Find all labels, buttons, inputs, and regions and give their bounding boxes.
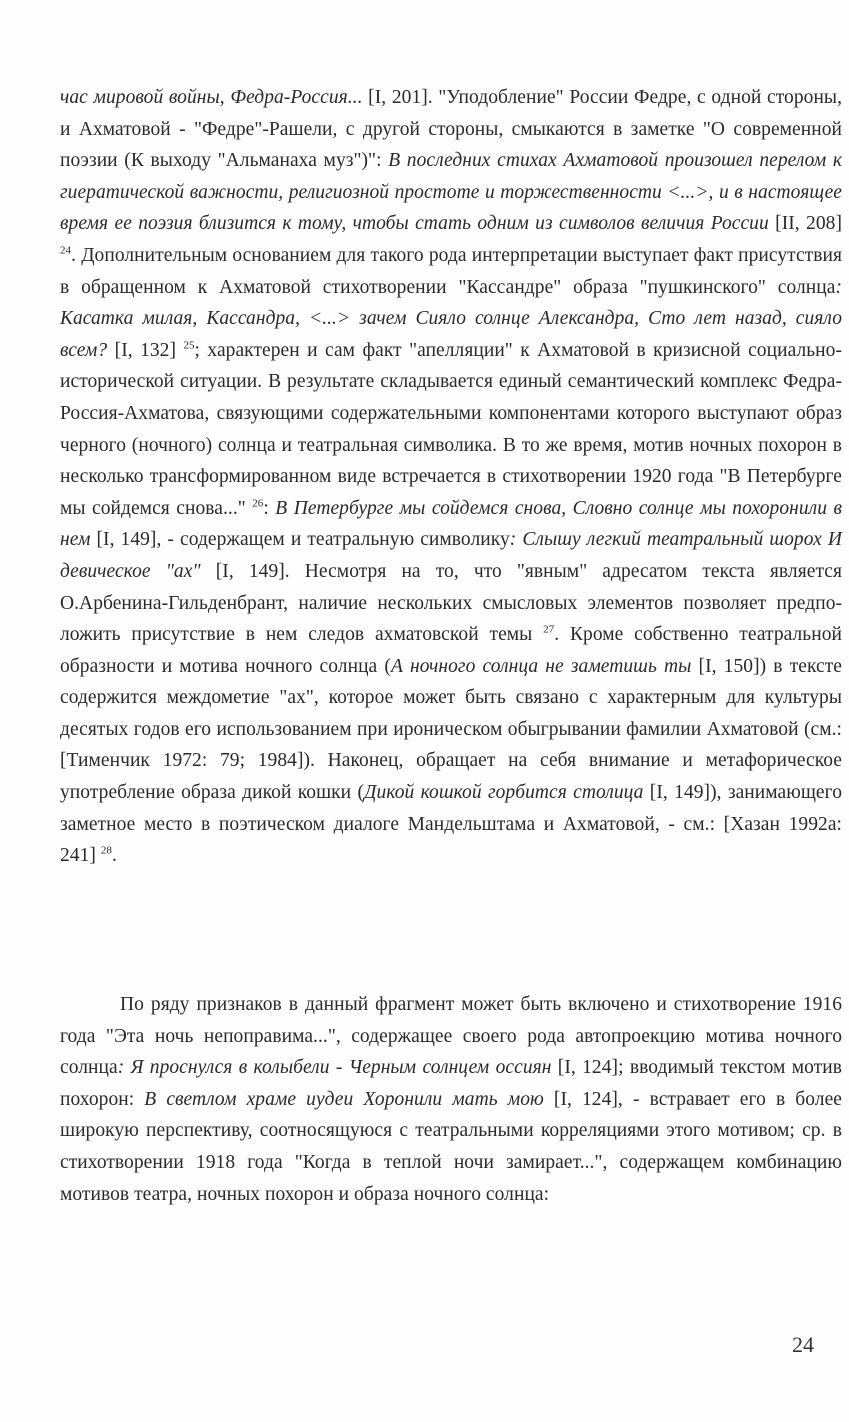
footnote-marker: 28 [100,844,112,857]
text-run: . Дополнительным основанием для такого рода интерпретации выступает факт присутствия в обращенном к Ахматовой стихотворении "Кассандре" образа "пушкинского" солнца [60,244,842,298]
footnote-marker: 26 [252,497,264,510]
text-run: [I, 124]; вводимый текстом мотив похорон: [60,1057,842,1110]
page-number: 24 [792,1332,814,1357]
text-run: [I, 132] [107,339,184,361]
footnote-marker: 24 [60,244,72,257]
text-run: : [263,497,276,519]
body-paragraph-2 [60,989,842,1210]
quote-italic: В последних стихах Ахматовой произошел перелом к гиератической важности, религиозной простоте и торжественности <...>, и в настоящее время ее поэзия близится к тому, чтобы стать одним из символов величия России [60,150,843,235]
text-run: [I, 150]) в тексте содержится междометие "ах", которое может быть связано с характерным для культуры десятых годов его использованием при ироническом обыгрывании фамилии Ахматовой (см.: [Тименчик 1972: 79; 1984]). Наконец, обращает на себя внимание и метафорическое употребление образа дикой кошки ( [60,655,842,804]
quote-italic: : Касатка милая, Кассандра, <...> зачем Сияло солнце Александра, Сто лет назад, сияло всем? [60,276,842,361]
text-run: [II, 208] [768,213,842,235]
text-run: [I, 149], - содержащем и театральную символику [90,529,510,551]
quote-italic: Дикой кошкой горбится столица [364,782,644,804]
text-run: По ряду признаков в данный фрагмент может быть включено и стихотворение 1916 года "Эта ночь непоправима...", содержащее своего рода автопроекцию мотива ночного солнца [60,994,842,1079]
text-run: [I, 149]), занимающего заметное место в поэтическом диалоге Мандельштама и Ахматовой, - см.: [Хазан 1992а: 241] [60,782,842,867]
body-paragraph-1 [60,82,842,872]
quote-italic: : Слышу легкий театральный шорох И девическое "ах" [60,529,842,582]
text-run: [I, 124], - встравает его в более широкую перспективу, соотносящуюся с театральными корреляциями этого мотивом; ср. в стихотворении 1918 года "Когда в теплой ночи замирает...", содержащем комбинацию мотивов театра, ночных похорон и образа ночного солнца: [60,1088,842,1205]
footnote-marker: 27 [543,623,555,636]
text-run: ; характерен и сам факт "апелляции" к Ахматовой в кризисной социально-исторической ситуации. В результате складывается единый семантический комплекс Федра-Россия-Ахматова, связующими содержательными компонентами которого выступают образ черного (ночного) солнца и театральная символика. В то же время, мотив ночных похорон в несколько трансформированном виде встречается в стихотворении 1920 года "В Петербурге мы сойдемся снова..." [60,339,843,519]
quote-italic: А ночного солнца не заметишь ты [390,655,692,677]
text-run: . [111,845,117,867]
quote-italic: В светлом храме иудеи Хоронили мать мою [144,1088,544,1110]
text-run: . Кроме собственно театральной образности и мотива ночного солнца ( [60,624,842,677]
quote-italic: : Я проснулся в колыбели - Черным солнцем оссиян [117,1057,552,1079]
quote-italic: В Петербурге мы сойдемся снова, Словно солнце мы похоронили в нем [60,497,843,551]
footnote-marker: 25 [183,339,195,352]
text-run: [I, 149]. Несмотря на то, что "явным" адресатом текста является О.Арбенина-Гильденбрант, наличие нескольких смысловых элементов позволяет предположить присутствие в нем следов ахматовской темы [60,560,842,646]
quote-italic: час мировой войны, Федра-Россия... [60,87,363,108]
text-run: [I, 201]. "Уподобление" России Федре, с одной стороны, и Ахматовой - "Федре"-Рашели, с другой стороны, смыкаются в заметке "О современной поэзии (К выходу "Альманаха муз")": [60,87,843,172]
